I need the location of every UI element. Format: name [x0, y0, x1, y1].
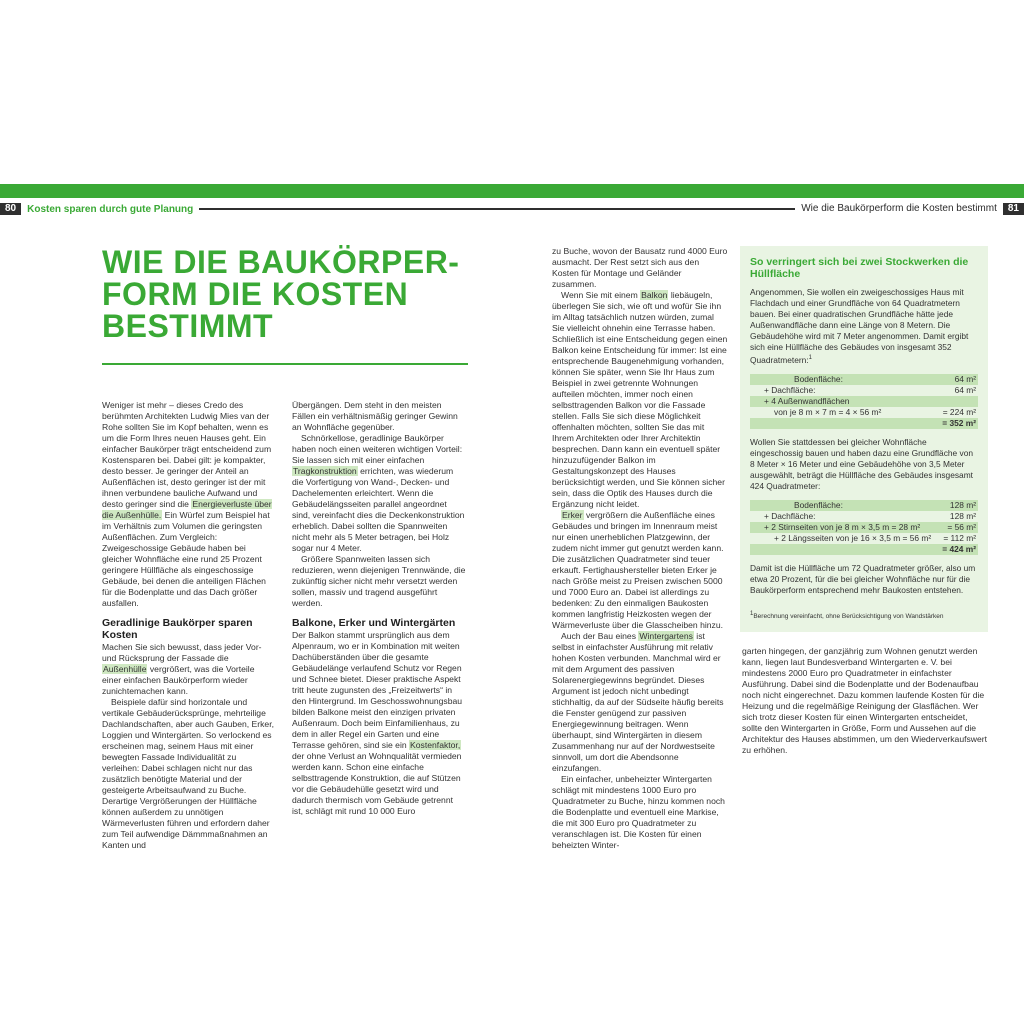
info-box: [740, 246, 988, 632]
calc-value: = 56 m²: [939, 522, 978, 533]
text: Auch der Bau eines: [561, 631, 637, 641]
highlight: Tragkonstruktion: [293, 466, 357, 476]
text: vergrößert, was die Vorteile einer einfachen Baukörperform wieder zunichtemachen kann.: [102, 664, 255, 696]
calc-label: + Dachfläche:: [750, 385, 928, 396]
paragraph: [102, 642, 274, 697]
title-rule: [102, 363, 468, 365]
text: ist selbst in einfachster Ausführung mit relativ hohen Kosten verbunden. Manchmal wird er mit dem Argument des passiven Solarenergiegewinns begründet. Dieses Argument ist jedoch nicht unbedingt stichhaltig, da auf der Südseite häufig bereits die Fenster genügend zur passiven Energiegewinnung beitragen. Wenn überhaupt, sind Wintergärten in diesem Zusammenhang nur auf der Nordwestseite sinnvoll, um dort die Abendsonne einzufangen.: [552, 631, 724, 773]
paragraph: [552, 290, 728, 510]
calc-value: 128 m²: [939, 511, 978, 522]
calc-label: Bodenfläche:: [750, 374, 928, 385]
paragraph: zu Buche, wovon der Bausatz rund 4000 Euro ausmacht. Der Rest setzt sich aus den Kosten für Montage und Geländer zusammen.: [552, 246, 728, 289]
text: errichten, was wiederum die Vorfertigung von Wand-, Decken- und Dachelementen erleichtert. Wenn die Gebäudelängsseiten parallel angeordnet sind, vereinfacht dies die Deckenkonstruktion erheblich. Dabei sollten die Spannweiten nicht mehr als 5 Meter betragen, bei Holz sogar nur 4 Meter.: [292, 466, 465, 553]
left-header-title: Kosten sparen durch gute Planung: [27, 203, 194, 215]
highlight: Erker: [562, 510, 583, 520]
text: Der Balkon stammt ursprünglich aus dem Alpenraum, wo er in Kombination mit weiten Dachüberständen über die gesamte Gebäudelänge verlaufend Schutz vor Regen und Schnee bietet. Dieser praktische Aspekt tritt heute zugunsten des „Freizeitwerts“ in den Hintergrund. Im Geschosswohnungsbau bilden Balkone meist den einzigen privaten Außenraum. Doch beim Einfamilienhaus, zu dem in aller Regel ein Garten und eine Terrasse gehören, sind sie ein: [292, 630, 463, 750]
text-column-2: [292, 400, 466, 817]
calc-label: + Dachfläche:: [750, 511, 939, 522]
text: vergrößern die Außenfläche eines Gebäudes und bringen im Innenraum meist nur einen unerheblichen Platzgewinn, der zudem nicht immer gut genutzt werden kann. Die zusätzlichen Quadratmeter sind teuer erkauft. Fertighaushersteller bieten Erker je nach Größe meist zu Preisen zwischen 5000 und 7000 Euro an. Dabei ist allerdings zu bedenken: Zu den einmaligen Baukosten kommen langfristig Heizkosten wegen der Wärmeverluste über die Glasscheiben hinzu.: [552, 510, 724, 630]
footnote: [750, 610, 978, 621]
calc-label: von je 8 m × 7 m = 4 × 56 m²: [750, 407, 928, 418]
paragraph: Ein einfacher, unbeheizter Wintergarten schlägt mit mindestens 1000 Euro pro Quadratmeter zu Buche, hinzu kommen noch die Bodenplatte und eventuell eine Markise, die mit 300 Euro pro Quadratmeter zu veranschlagen ist. Die Kosten für einen beheizten Winter-: [552, 774, 725, 850]
chapter-title: [102, 246, 462, 342]
calc-value: 64 m²: [928, 385, 978, 396]
calc-label: + 2 Längsseiten von je 16 × 3,5 m = 56 m²: [750, 533, 939, 544]
info-box-title: So verringert sich bei zwei Stockwerken die Hüllfläche: [750, 256, 969, 280]
calc-row: [750, 533, 978, 544]
calc-row: [750, 522, 978, 533]
paragraph: Übergängen. Dem steht in den meisten Fällen ein verhältnismäßig geringer Gewinn an Wohnfläche gegenüber.: [292, 400, 458, 432]
paragraph: [292, 630, 466, 817]
info-box-paragraph: Damit ist die Hüllfläche um 72 Quadratmeter größer, also um etwa 20 Prozent, für die bei gleicher Wohnfläche nur für die Baukörperform entsprechend mehr Baukosten entstehen.: [750, 562, 976, 595]
right-page-number: 81: [1003, 203, 1024, 215]
text: Angenommen, Sie wollen ein zweigeschossiges Haus mit Flachdach und einer Grundfläche von 64 Quadratmetern bauen. Bei einer quadratischen Grundfläche hätte jede Außenwandfläche dann eine Länge von 8 Metern. Die Gebäudehöhe wird mit 7 Meter angenommen. Damit ergibt sich eine Hüllfläche des Gebäudes von insgesamt 352 Quadratmetern:: [750, 287, 969, 365]
calc-row: [750, 544, 978, 555]
text: Ein Würfel zum Beispiel hat im Verhältnis zum Volumen die geringsten Außenflächen. Zum Vergleich: Zweigeschossige Gebäude haben bei gleicher Wohnfläche eine rund 25 Prozent geringere Hüllfläche als eingeschossige Gebäude, bei denen die anteiligen Flächen für die Bodenplatte und das Dach größer ausfallen.: [102, 510, 270, 608]
footnote-mark: 1: [808, 355, 812, 361]
left-page-number: 80: [0, 203, 21, 215]
highlight: Balkon: [641, 290, 668, 300]
text-column-4: [742, 646, 988, 756]
calc-label: [750, 418, 928, 429]
calc-label: + 2 Stirnseiten von je 8 m × 3,5 m = 28 m²: [750, 522, 939, 533]
text: Machen Sie sich bewusst, dass jeder Vor- und Rücksprung der Fassade die: [102, 642, 262, 663]
calc-label: + 4 Außenwandflächen: [750, 396, 928, 407]
calc-value: [928, 396, 978, 407]
right-running-header: [512, 203, 1024, 215]
highlight: Kostenfaktor,: [410, 740, 461, 750]
subheading: Geradlinige Baukörper sparen Kosten: [102, 617, 253, 641]
footnote-text: Berechnung vereinfacht, ohne Berücksichtigung von Wandstärken: [753, 612, 944, 620]
title-line-2: FORM DIE KOSTEN: [102, 276, 409, 312]
calc-label: [750, 544, 939, 555]
title-line-1: WIE DIE BAUKÖRPER-: [102, 244, 460, 280]
text-column-3: [552, 246, 728, 851]
calc-row: [750, 511, 978, 522]
calc-value: = 224 m²: [928, 407, 978, 418]
info-box-paragraph: [750, 287, 978, 366]
calc-row: [750, 418, 978, 429]
header-rule-left: [199, 208, 512, 210]
paragraph: Beispiele dafür sind horizontale und vertikale Gebäuderücksprünge, mehrteilige Dachlandschaften, aber auch Gauben, Erker, Loggien und Wintergärten. So verlockend es erscheinen mag, seinem Haus mit einer bewegten Fassade Individualität zu verleihen: Dabei schlagen nicht nur das zusätzlich benötigte Material und der gesteigerte Arbeitsaufwand zu Buche. Derartige Vergrößerungen der Hüllfläche können außerdem zu unnötigen Wärmeverlusten führen und erfordern daher zum Teil aufwendige Dämmmaßnahmen an Kanten und: [102, 697, 274, 850]
title-line-3: BESTIMMT: [102, 308, 274, 344]
highlight: Außenhülle: [103, 664, 147, 674]
calc-value: 64 m²: [928, 374, 978, 385]
paragraph: [552, 510, 728, 631]
paragraph: Größere Spannweiten lassen sich reduzieren, wenn diejenigen Trennwände, die zukünftig sicher nicht mehr versetzt werden sollen, massiv und tragend ausgeführt werden.: [292, 554, 466, 608]
text-column-1: [102, 400, 274, 851]
calc-row: [750, 407, 978, 418]
subheading: Balkone, Erker und Wintergärten: [292, 617, 456, 629]
calc-row: [750, 396, 978, 407]
text: Schnörkellose, geradlinige Baukörper haben noch einen weiteren wichtigen Vorteil: Sie lassen sich mit einer einfachen: [292, 433, 463, 465]
info-box-paragraph: Wollen Sie stattdessen bei gleicher Wohnfläche eingeschossig bauen und haben dazu eine Grundfläche von 8 Meter × 16 Meter und eine Gebäudehöhe von 3,5 Meter ausgewählt, beträgt die Hüllfläche des Gebäudes insgesamt 424 Quadratmeter:: [750, 436, 974, 491]
left-running-header: [0, 203, 512, 215]
paragraph: [102, 400, 274, 609]
header-rule-right: [512, 208, 795, 210]
text: der ohne Verlust an Wohnqualität vermieden werden kann. Schon eine einfache selbsttragende Konstruktion, die auf Stützen vor die Gebäudehülle gesetzt wird und dadurch thermisch vom Gebäude getrennt ist, schlägt mit rund 10 000 Euro: [292, 751, 462, 816]
paragraph: garten hingegen, der ganzjährig zum Wohnen genutzt werden kann, liegen laut Bundesverband Wintergarten e. V. bei mindestens 2000 Euro pro Quadratmeter in einfachster Ausführung. Dabei sind die Bodenplatte und der Bodenaufbau noch nicht eingerechnet. Dazu kommen laufende Kosten für die Heizung und die regelmäßige Reinigung der Glasflächen. Wer sich trotz dieser Kosten für einen Wintergarten entscheidet, sollte den Wintergarten in Größe, Form und Aussehen auf die Architektur des Hauses abstimmen, um den Wiederverkaufswert zu erhöhen.: [742, 646, 988, 755]
calc-row: [750, 500, 978, 511]
calc-label: Bodenfläche:: [750, 500, 939, 511]
text: Wenn Sie mit einem: [561, 290, 638, 300]
top-green-bar: [0, 184, 1024, 198]
calc-row: [750, 385, 978, 396]
calc-value: = 112 m²: [939, 533, 978, 544]
footnote-mark: 1: [750, 610, 754, 617]
highlight: Wintergartens: [639, 631, 693, 641]
paragraph: [552, 631, 728, 774]
paragraph: [292, 433, 466, 554]
text: Weniger ist mehr – dieses Credo des berühmten Architekten Ludwig Mies van der Rohe sollten Sie im Kopf behalten, wenn es um die Form Ihres neuen Hauses geht. Ein einfacher Baukörper trägt entscheidend zum Kostensparen bei. Dabei gilt: je kompakter, desto besser. Je geringer der Anteil an Außenflächen ist, desto geringer ist der mit ihnen verbundene bauliche Aufwand und desto geringer sind die: [102, 400, 272, 509]
calculation-table-2: [750, 500, 978, 555]
calc-value: 128 m²: [939, 500, 978, 511]
calc-value: = 424 m²: [939, 544, 978, 555]
right-header-title: Wie die Baukörperform die Kosten bestimmt: [795, 203, 1003, 215]
calculation-table-1: [750, 374, 978, 429]
calc-row: [750, 374, 978, 385]
calc-value: = 352 m²: [928, 418, 978, 429]
highlight: Energieverluste über die Außenhülle.: [102, 499, 272, 520]
text: liebäugeln, überlegen Sie sich, wie oft und wofür Sie ihn im Alltag tatsächlich nutzen würden, zumal Sie vielleicht ohnehin eine Terrasse haben. Schließlich ist eine Entscheidung gegen einen Balkon keine Entscheidung für immer: Ist eine entsprechende Baugenehmigung vorhanden, können Sie später, wenn Sie Ihr Haus zum Beispiel in zwei getrennte Wohnungen aufteilen möchten, immer noch einen selbsttragenden Balkon vor die Fassade stellen. Falls Sie sich diese Möglichkeit offenhalten möchten, sollten Sie das mit Ihrem Architekten oder Ihrer Architektin besprechen. Dann kann ein eventuell später hinzuzufügender Balkon im Gestaltungskonzept des Hauses berücksichtigt werden, und Sie können sicher sein, dass die Optik des Hauses durch die Ergänzung nicht leidet.: [552, 290, 728, 509]
